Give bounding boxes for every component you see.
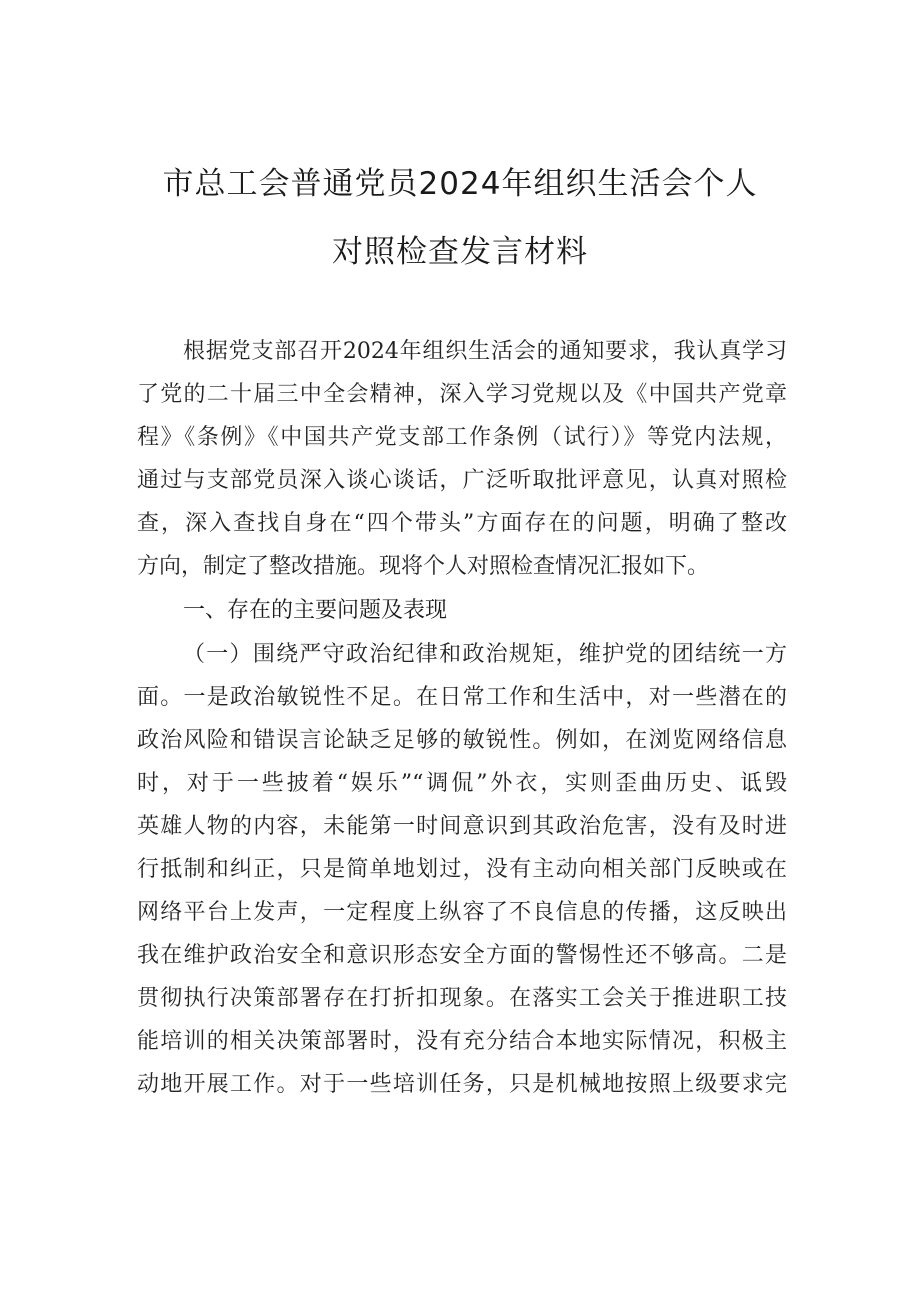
intro-paragraph-line: 查，深入查找自身在“四个带头”方面存在的问题，明确了整改 — [137, 511, 787, 536]
document-title-line-2: 对照检查发言材料 — [332, 234, 588, 270]
section-paragraph-line: （一）围绕严守政治纪律和政治规矩，维护党的团结统一方 — [183, 642, 787, 667]
section-paragraph-line: 面。一是政治敏锐性不足。在日常工作和生活中，对一些潜在的 — [137, 685, 787, 710]
section-heading: 一、存在的主要问题及表现 — [183, 598, 448, 623]
intro-paragraph-line: 通过与支部党员深入谈心谈话，广泛听取批评意见，认真对照检 — [137, 468, 787, 493]
section-paragraph-line: 英雄人物的内容，未能第一时间意识到其政治危害，没有及时进 — [137, 814, 787, 839]
section-paragraph-line: 政治风险和错误言论缺乏足够的敏锐性。例如，在浏览网络信息 — [137, 728, 787, 753]
section-paragraph-line: 贯彻执行决策部署存在打折扣现象。在落实工会关于推进职工技 — [137, 986, 787, 1011]
section-paragraph-line: 能培训的相关决策部署时，没有充分结合本地实际情况，积极主 — [137, 1029, 787, 1054]
section-paragraph-line: 动地开展工作。对于一些培训任务，只是机械地按照上级要求完 — [137, 1072, 787, 1097]
section-paragraph-line: 我在维护政治安全和意识形态安全方面的警惕性还不够高。二是 — [137, 943, 787, 968]
intro-paragraph-line: 方向，制定了整改措施。现将个人对照检查情况汇报如下。 — [137, 554, 710, 579]
intro-paragraph-line: 程》《条例》《中国共产党支部工作条例（试行）》等党内法规， — [137, 425, 787, 450]
intro-paragraph-line: 了党的二十届三中全会精神，深入学习党规以及《中国共产党章 — [137, 382, 787, 407]
document-title-line-1: 市总工会普通党员2024年组织生活会个人 — [162, 166, 758, 202]
section-paragraph-line: 网络平台上发声，一定程度上纵容了不良信息的传播，这反映出 — [137, 900, 787, 925]
intro-paragraph-line: 根据党支部召开2024年组织生活会的通知要求，我认真学习 — [183, 339, 787, 364]
section-paragraph-line: 时，对于一些披着“娱乐”“调侃”外衣，实则歪曲历史、诋毁 — [137, 771, 787, 796]
section-paragraph-line: 行抵制和纠正，只是简单地划过，没有主动向相关部门反映或在 — [137, 857, 787, 882]
